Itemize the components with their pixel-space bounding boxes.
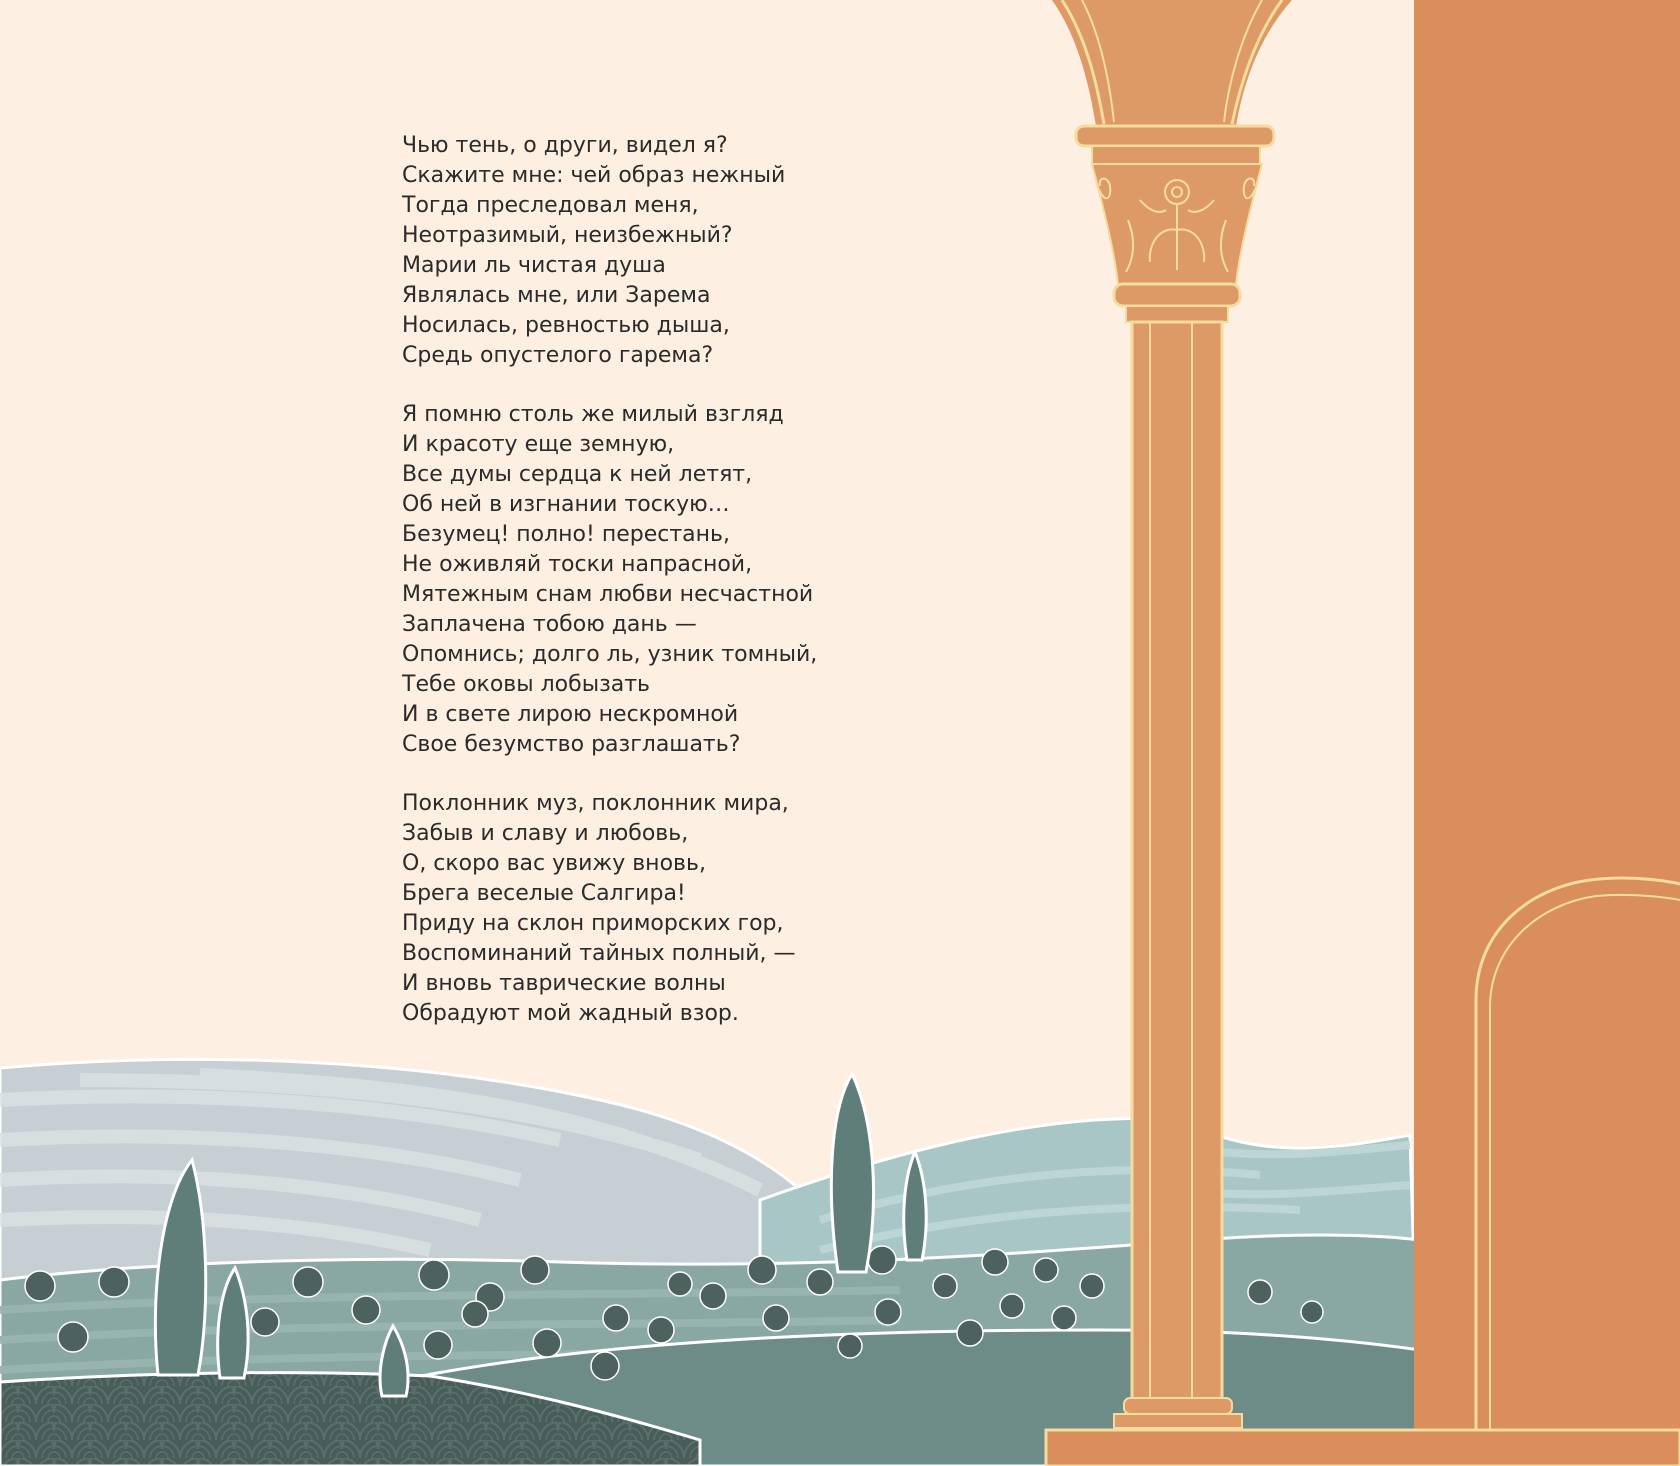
poem-line: Не оживляй тоски напрасной, [402, 552, 753, 577]
poem-line: Тебе оковы лобызать [402, 672, 651, 697]
poem-line: Мятежным снам любви несчастной [402, 582, 814, 607]
poem-line: Все думы сердца к ней летят, [402, 462, 753, 487]
poem-line: И красоту еще земную, [402, 432, 675, 457]
wall [1414, 0, 1680, 1466]
poem-line: Носилась, ревностью дыша, [402, 313, 730, 338]
poem-line: Являлась мне, или Зарема [402, 283, 711, 308]
poem-line: Неотразимый, неизбежный? [402, 223, 733, 248]
poem-line: Чью тень, о други, видел я? [402, 133, 728, 158]
ground-ledge [1046, 1430, 1680, 1466]
poem-line: Марии ль чистая душа [402, 253, 666, 278]
stanza-3 [402, 789, 962, 1029]
poem-line: Заплачена тобою дань — [402, 612, 697, 637]
poem-line: Опомнись; долго ль, узник томный, [402, 642, 818, 667]
poem-line: Воспоминаний тайных полный, — [402, 941, 796, 966]
poem-line: Об ней в изгнании тоскую… [402, 492, 730, 517]
poem-line: Поклонник муз, поклонник мира, [402, 791, 789, 816]
poem-line: Приду на склон приморских гор, [402, 911, 784, 936]
poem-line: О, скоро вас увижу вновь, [402, 851, 706, 876]
poem-line: Безумец! полно! перестань, [402, 522, 730, 547]
poem-line: Скажите мне: чей образ нежный [402, 163, 786, 188]
poem-line: Забыв и славу и любовь, [402, 821, 689, 846]
poem-line: Брега веселые Салгира! [402, 881, 686, 906]
poem-line: Я помню столь же милый взгляд [402, 402, 784, 427]
poem-line: И вновь таврические волны [402, 971, 726, 996]
poem-line: Свое безумство разглашать? [402, 732, 741, 757]
poem-line: Средь опустелого гарема? [402, 343, 714, 368]
poem-line: Обрадуют мой жадный взор. [402, 1001, 739, 1026]
poem-line: Тогда преследовал меня, [402, 193, 699, 218]
poem-text [402, 131, 962, 1058]
poem-line: И в свете лирою нескромной [402, 702, 739, 727]
stanza-1 [402, 131, 962, 371]
stanza-2 [402, 400, 962, 760]
